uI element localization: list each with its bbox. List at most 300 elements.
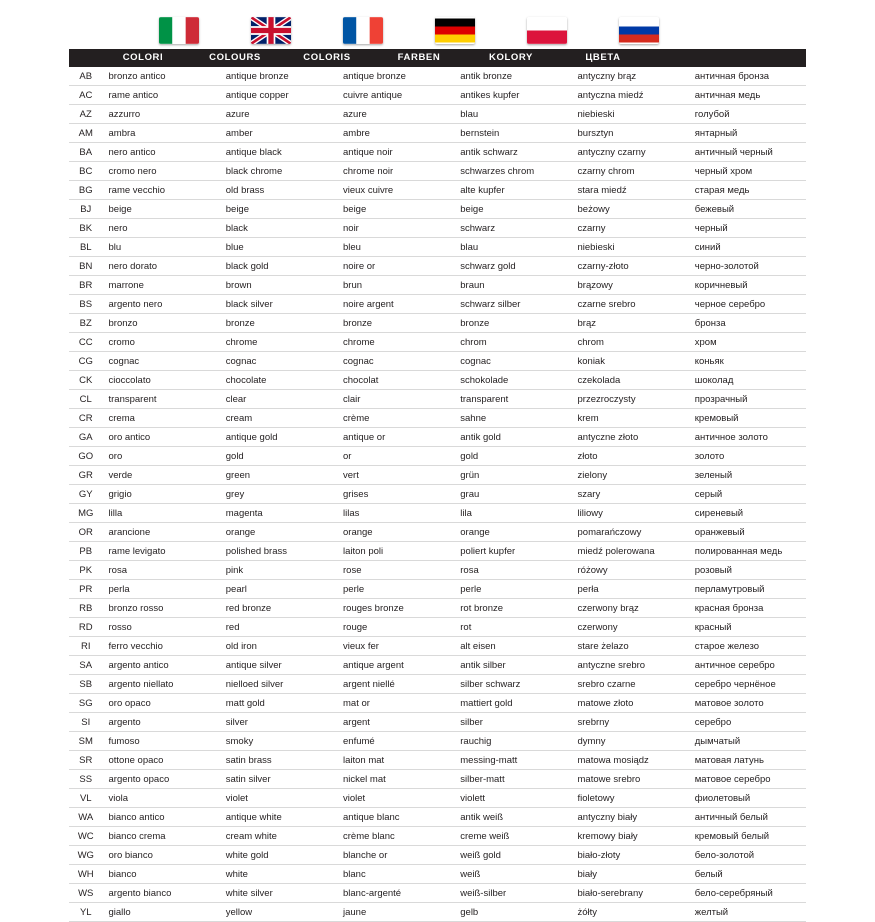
color-name-english: smoky — [220, 732, 337, 751]
table-row — [69, 485, 806, 504]
color-name-polish: czarny chrom — [572, 162, 689, 181]
color-name-italian: cognac — [103, 352, 220, 371]
table-row — [69, 352, 806, 371]
color-name-french: argent niellé — [337, 675, 454, 694]
color-name-french: cuivre antique — [337, 86, 454, 105]
table-row — [69, 466, 806, 485]
color-name-polish: liliowy — [572, 504, 689, 523]
color-name-german: antik weiß — [454, 808, 571, 827]
color-name-french: orange — [337, 523, 454, 542]
color-name-italian: giallo — [103, 903, 220, 922]
color-name-polish: dymny — [572, 732, 689, 751]
flag-poland-icon — [527, 17, 567, 44]
color-name-english: azure — [220, 105, 337, 124]
color-name-french: blanc-argenté — [337, 884, 454, 903]
color-name-russian: черное серебро — [689, 295, 806, 314]
color-code-cell: PB — [69, 542, 103, 561]
table-row — [69, 390, 806, 409]
color-name-italian: bronzo — [103, 314, 220, 333]
table-body — [69, 67, 806, 922]
color-name-german: antik silber — [454, 656, 571, 675]
color-code-cell: BR — [69, 276, 103, 295]
color-name-russian: дымчатый — [689, 732, 806, 751]
color-name-russian: бронза — [689, 314, 806, 333]
color-name-german: silber-matt — [454, 770, 571, 789]
color-name-french: blanche or — [337, 846, 454, 865]
header-lang-russian: ЦВЕТА — [585, 52, 621, 63]
table-row — [69, 504, 806, 523]
color-name-french: antique noir — [337, 143, 454, 162]
table-row — [69, 561, 806, 580]
table-row — [69, 238, 806, 257]
color-name-polish: krem — [572, 409, 689, 428]
color-name-german: antikes kupfer — [454, 86, 571, 105]
color-name-russian: хром — [689, 333, 806, 352]
table-row — [69, 694, 806, 713]
table-row — [69, 276, 806, 295]
table-row — [69, 371, 806, 390]
flag-france-icon — [343, 17, 383, 44]
color-name-russian: золото — [689, 447, 806, 466]
color-name-polish: chrom — [572, 333, 689, 352]
color-name-french: noire argent — [337, 295, 454, 314]
color-name-english: orange — [220, 523, 337, 542]
color-name-russian: прозрачный — [689, 390, 806, 409]
color-name-french: argent — [337, 713, 454, 732]
color-name-german: weiß gold — [454, 846, 571, 865]
color-name-italian: ottone opaco — [103, 751, 220, 770]
table-row — [69, 770, 806, 789]
color-name-polish: antyczna miedź — [572, 86, 689, 105]
color-name-french: cognac — [337, 352, 454, 371]
color-name-italian: azzurro — [103, 105, 220, 124]
color-name-russian: оранжевый — [689, 523, 806, 542]
table-row — [69, 447, 806, 466]
color-name-polish: bursztyn — [572, 124, 689, 143]
color-name-german: gold — [454, 447, 571, 466]
color-code-cell: AB — [69, 67, 103, 86]
flag-italy-icon — [159, 17, 199, 44]
color-name-english: white gold — [220, 846, 337, 865]
color-name-russian: синий — [689, 238, 806, 257]
color-name-russian: полированная медь — [689, 542, 806, 561]
color-code-cell: GO — [69, 447, 103, 466]
color-code-cell: VL — [69, 789, 103, 808]
color-name-german: braun — [454, 276, 571, 295]
color-code-cell: WA — [69, 808, 103, 827]
color-name-french: perle — [337, 580, 454, 599]
header-lang-german: FARBEN — [397, 52, 441, 63]
color-name-english: pearl — [220, 580, 337, 599]
color-name-french: antique or — [337, 428, 454, 447]
color-name-german: weiß-silber — [454, 884, 571, 903]
color-name-polish: czekolada — [572, 371, 689, 390]
color-name-english: blue — [220, 238, 337, 257]
color-name-german: alte kupfer — [454, 181, 571, 200]
color-name-russian: черно-золотой — [689, 257, 806, 276]
color-name-french: ambre — [337, 124, 454, 143]
color-name-english: antique gold — [220, 428, 337, 447]
color-name-german: transparent — [454, 390, 571, 409]
table-row — [69, 333, 806, 352]
color-name-german: schwarz gold — [454, 257, 571, 276]
color-name-french: brun — [337, 276, 454, 295]
color-name-german: rot — [454, 618, 571, 637]
color-name-russian: розовый — [689, 561, 806, 580]
table-row — [69, 295, 806, 314]
color-name-french: mat or — [337, 694, 454, 713]
color-name-italian: rame levigato — [103, 542, 220, 561]
header-lang-english: COLOURS — [209, 52, 261, 63]
color-name-italian: bronzo antico — [103, 67, 220, 86]
color-codes-table — [69, 67, 806, 922]
color-code-cell: MG — [69, 504, 103, 523]
color-code-cell: SA — [69, 656, 103, 675]
color-name-italian: oro bianco — [103, 846, 220, 865]
color-code-cell: BA — [69, 143, 103, 162]
color-code-cell: BK — [69, 219, 103, 238]
color-name-french: or — [337, 447, 454, 466]
color-name-french: antique blanc — [337, 808, 454, 827]
color-name-polish: srebrny — [572, 713, 689, 732]
color-name-english: antique silver — [220, 656, 337, 675]
color-code-cell: GA — [69, 428, 103, 447]
color-code-cell: AM — [69, 124, 103, 143]
color-name-german: sahne — [454, 409, 571, 428]
color-name-russian: бело-золотой — [689, 846, 806, 865]
table-row — [69, 523, 806, 542]
color-name-german: poliert kupfer — [454, 542, 571, 561]
color-name-english: antique black — [220, 143, 337, 162]
color-name-german: schwarzes chrom — [454, 162, 571, 181]
color-name-german: antik gold — [454, 428, 571, 447]
color-name-italian: argento opaco — [103, 770, 220, 789]
color-name-russian: матовое серебро — [689, 770, 806, 789]
color-code-cell: WG — [69, 846, 103, 865]
flag-germany-icon — [435, 17, 475, 44]
color-name-italian: grigio — [103, 485, 220, 504]
color-name-german: rot bronze — [454, 599, 571, 618]
table-row — [69, 428, 806, 447]
color-name-italian: arancione — [103, 523, 220, 542]
color-name-russian: серый — [689, 485, 806, 504]
color-code-cell: SS — [69, 770, 103, 789]
color-name-english: chrome — [220, 333, 337, 352]
color-name-polish: brązowy — [572, 276, 689, 295]
color-name-english: clear — [220, 390, 337, 409]
color-name-polish: matowa mosiądz — [572, 751, 689, 770]
table-row — [69, 903, 806, 922]
color-code-cell: PR — [69, 580, 103, 599]
color-name-french: clair — [337, 390, 454, 409]
color-name-italian: rosa — [103, 561, 220, 580]
flag-cell-germany — [409, 17, 501, 44]
color-name-french: lilas — [337, 504, 454, 523]
color-name-french: bronze — [337, 314, 454, 333]
color-name-german: perle — [454, 580, 571, 599]
table-row — [69, 656, 806, 675]
color-name-french: rose — [337, 561, 454, 580]
color-code-cell: BL — [69, 238, 103, 257]
color-name-english: pink — [220, 561, 337, 580]
color-name-german: creme weiß — [454, 827, 571, 846]
color-name-german: bernstein — [454, 124, 571, 143]
color-name-polish: przezroczysty — [572, 390, 689, 409]
color-name-italian: viola — [103, 789, 220, 808]
color-name-german: violett — [454, 789, 571, 808]
flag-russia-icon — [619, 17, 659, 44]
color-name-german: alt eisen — [454, 637, 571, 656]
color-name-german: silber schwarz — [454, 675, 571, 694]
color-name-english: cognac — [220, 352, 337, 371]
color-name-french: nickel mat — [337, 770, 454, 789]
color-name-russian: кремовый — [689, 409, 806, 428]
color-code-cell: BN — [69, 257, 103, 276]
color-name-english: grey — [220, 485, 337, 504]
color-code-cell: RD — [69, 618, 103, 637]
color-name-polish: kremowy biały — [572, 827, 689, 846]
color-name-polish: niebieski — [572, 105, 689, 124]
table-row — [69, 257, 806, 276]
color-name-french: antique bronze — [337, 67, 454, 86]
color-name-french: noire or — [337, 257, 454, 276]
color-name-english: violet — [220, 789, 337, 808]
color-name-polish: stare żelazo — [572, 637, 689, 656]
color-name-russian: черный — [689, 219, 806, 238]
table-row — [69, 618, 806, 637]
color-name-french: blanc — [337, 865, 454, 884]
color-name-german: orange — [454, 523, 571, 542]
color-name-english: white silver — [220, 884, 337, 903]
color-name-german: antik bronze — [454, 67, 571, 86]
color-name-french: crème blanc — [337, 827, 454, 846]
color-name-russian: перламутровый — [689, 580, 806, 599]
table-row — [69, 713, 806, 732]
color-name-russian: сиреневый — [689, 504, 806, 523]
color-name-french: vieux fer — [337, 637, 454, 656]
color-name-english: red — [220, 618, 337, 637]
color-name-italian: ferro vecchio — [103, 637, 220, 656]
color-name-german: schwarz — [454, 219, 571, 238]
color-name-russian: красный — [689, 618, 806, 637]
table-row — [69, 751, 806, 770]
header-lang-french: COLORIS — [303, 52, 351, 63]
table-row — [69, 124, 806, 143]
color-name-italian: bianco antico — [103, 808, 220, 827]
color-name-italian: fumoso — [103, 732, 220, 751]
color-name-english: chocolate — [220, 371, 337, 390]
color-name-italian: argento niellato — [103, 675, 220, 694]
color-name-russian: матовая латунь — [689, 751, 806, 770]
flag-cell-uk — [225, 17, 317, 44]
flag-cell-russia — [593, 17, 685, 44]
color-name-russian: бежевый — [689, 200, 806, 219]
color-code-cell: WH — [69, 865, 103, 884]
color-name-russian: античная бронза — [689, 67, 806, 86]
color-code-cell: BZ — [69, 314, 103, 333]
color-name-polish: matowe srebro — [572, 770, 689, 789]
header-lang-polish: KOLORY — [489, 52, 533, 63]
table-row — [69, 580, 806, 599]
color-name-english: nielloed silver — [220, 675, 337, 694]
color-name-italian: crema — [103, 409, 220, 428]
color-name-german: bronze — [454, 314, 571, 333]
color-name-italian: beige — [103, 200, 220, 219]
color-name-english: antique copper — [220, 86, 337, 105]
color-name-italian: perla — [103, 580, 220, 599]
color-name-italian: argento — [103, 713, 220, 732]
color-name-french: grises — [337, 485, 454, 504]
color-name-polish: antyczne złoto — [572, 428, 689, 447]
color-name-german: rauchig — [454, 732, 571, 751]
color-name-russian: античное серебро — [689, 656, 806, 675]
color-code-cell: BJ — [69, 200, 103, 219]
color-name-german: chrom — [454, 333, 571, 352]
color-name-french: laiton mat — [337, 751, 454, 770]
color-name-italian: bronzo rosso — [103, 599, 220, 618]
color-name-italian: oro — [103, 447, 220, 466]
color-code-cell: CL — [69, 390, 103, 409]
color-name-polish: antyczny brąz — [572, 67, 689, 86]
table-row — [69, 675, 806, 694]
table-row — [69, 67, 806, 86]
color-name-polish: perła — [572, 580, 689, 599]
color-name-italian: argento bianco — [103, 884, 220, 903]
color-name-french: chocolat — [337, 371, 454, 390]
color-name-russian: черный хром — [689, 162, 806, 181]
color-name-french: antique argent — [337, 656, 454, 675]
color-name-english: amber — [220, 124, 337, 143]
color-name-english: magenta — [220, 504, 337, 523]
table-row — [69, 200, 806, 219]
color-name-english: black silver — [220, 295, 337, 314]
color-name-french: azure — [337, 105, 454, 124]
color-name-english: black gold — [220, 257, 337, 276]
color-name-french: noir — [337, 219, 454, 238]
color-name-italian: transparent — [103, 390, 220, 409]
color-name-german: antik schwarz — [454, 143, 571, 162]
color-name-german: rosa — [454, 561, 571, 580]
color-name-french: laiton poli — [337, 542, 454, 561]
color-name-russian: античный белый — [689, 808, 806, 827]
color-code-cell: RI — [69, 637, 103, 656]
color-name-polish: czarny-złoto — [572, 257, 689, 276]
color-code-cell: WS — [69, 884, 103, 903]
color-name-english: yellow — [220, 903, 337, 922]
color-name-italian: verde — [103, 466, 220, 485]
color-name-polish: różowy — [572, 561, 689, 580]
color-name-german: schwarz silber — [454, 295, 571, 314]
color-name-german: grün — [454, 466, 571, 485]
color-name-english: polished brass — [220, 542, 337, 561]
color-code-cell: SM — [69, 732, 103, 751]
color-name-italian: lilla — [103, 504, 220, 523]
color-name-french: jaune — [337, 903, 454, 922]
color-name-english: cream white — [220, 827, 337, 846]
color-name-russian: античное золото — [689, 428, 806, 447]
color-code-cell: YL — [69, 903, 103, 922]
color-name-italian: cromo — [103, 333, 220, 352]
color-name-german: cognac — [454, 352, 571, 371]
color-code-cell: CG — [69, 352, 103, 371]
color-name-russian: старая медь — [689, 181, 806, 200]
color-name-english: old brass — [220, 181, 337, 200]
color-name-english: gold — [220, 447, 337, 466]
color-name-french: enfumé — [337, 732, 454, 751]
color-name-english: brown — [220, 276, 337, 295]
color-name-german: schokolade — [454, 371, 571, 390]
table-row — [69, 808, 806, 827]
color-name-russian: шоколад — [689, 371, 806, 390]
color-name-german: blau — [454, 105, 571, 124]
color-name-english: satin brass — [220, 751, 337, 770]
color-name-polish: brąz — [572, 314, 689, 333]
color-name-english: antique bronze — [220, 67, 337, 86]
color-code-cell: SG — [69, 694, 103, 713]
color-code-cell: CR — [69, 409, 103, 428]
color-name-italian: nero dorato — [103, 257, 220, 276]
color-name-italian: cioccolato — [103, 371, 220, 390]
color-code-cell: SI — [69, 713, 103, 732]
color-code-cell: SR — [69, 751, 103, 770]
color-code-cell: BG — [69, 181, 103, 200]
table-row — [69, 143, 806, 162]
color-name-italian: rame vecchio — [103, 181, 220, 200]
color-name-french: beige — [337, 200, 454, 219]
color-name-italian: oro antico — [103, 428, 220, 447]
color-name-german: weiß — [454, 865, 571, 884]
color-name-italian: nero antico — [103, 143, 220, 162]
color-name-english: old iron — [220, 637, 337, 656]
table-row — [69, 219, 806, 238]
table-row — [69, 637, 806, 656]
table-row — [69, 865, 806, 884]
color-name-german: blau — [454, 238, 571, 257]
table-row — [69, 105, 806, 124]
color-name-russian: античный черный — [689, 143, 806, 162]
color-code-cell: GY — [69, 485, 103, 504]
color-name-english: bronze — [220, 314, 337, 333]
color-name-french: crème — [337, 409, 454, 428]
color-name-russian: белый — [689, 865, 806, 884]
color-name-russian: голубой — [689, 105, 806, 124]
color-name-polish: fioletowy — [572, 789, 689, 808]
color-name-italian: argento nero — [103, 295, 220, 314]
color-name-english: satin silver — [220, 770, 337, 789]
color-name-german: beige — [454, 200, 571, 219]
table-row — [69, 162, 806, 181]
table-row — [69, 542, 806, 561]
color-name-russian: желтый — [689, 903, 806, 922]
color-name-polish: antyczne srebro — [572, 656, 689, 675]
color-name-italian: cromo nero — [103, 162, 220, 181]
color-name-english: red bronze — [220, 599, 337, 618]
flag-cell-france — [317, 17, 409, 44]
table-row — [69, 181, 806, 200]
color-name-french: chrome noir — [337, 162, 454, 181]
color-code-cell: AZ — [69, 105, 103, 124]
color-name-english: cream — [220, 409, 337, 428]
color-code-cell: SB — [69, 675, 103, 694]
color-name-polish: biało-złoty — [572, 846, 689, 865]
table-row — [69, 827, 806, 846]
table-row — [69, 846, 806, 865]
color-name-russian: янтарный — [689, 124, 806, 143]
color-name-french: rouges bronze — [337, 599, 454, 618]
color-name-french: vieux cuivre — [337, 181, 454, 200]
color-name-french: bleu — [337, 238, 454, 257]
color-name-english: black — [220, 219, 337, 238]
